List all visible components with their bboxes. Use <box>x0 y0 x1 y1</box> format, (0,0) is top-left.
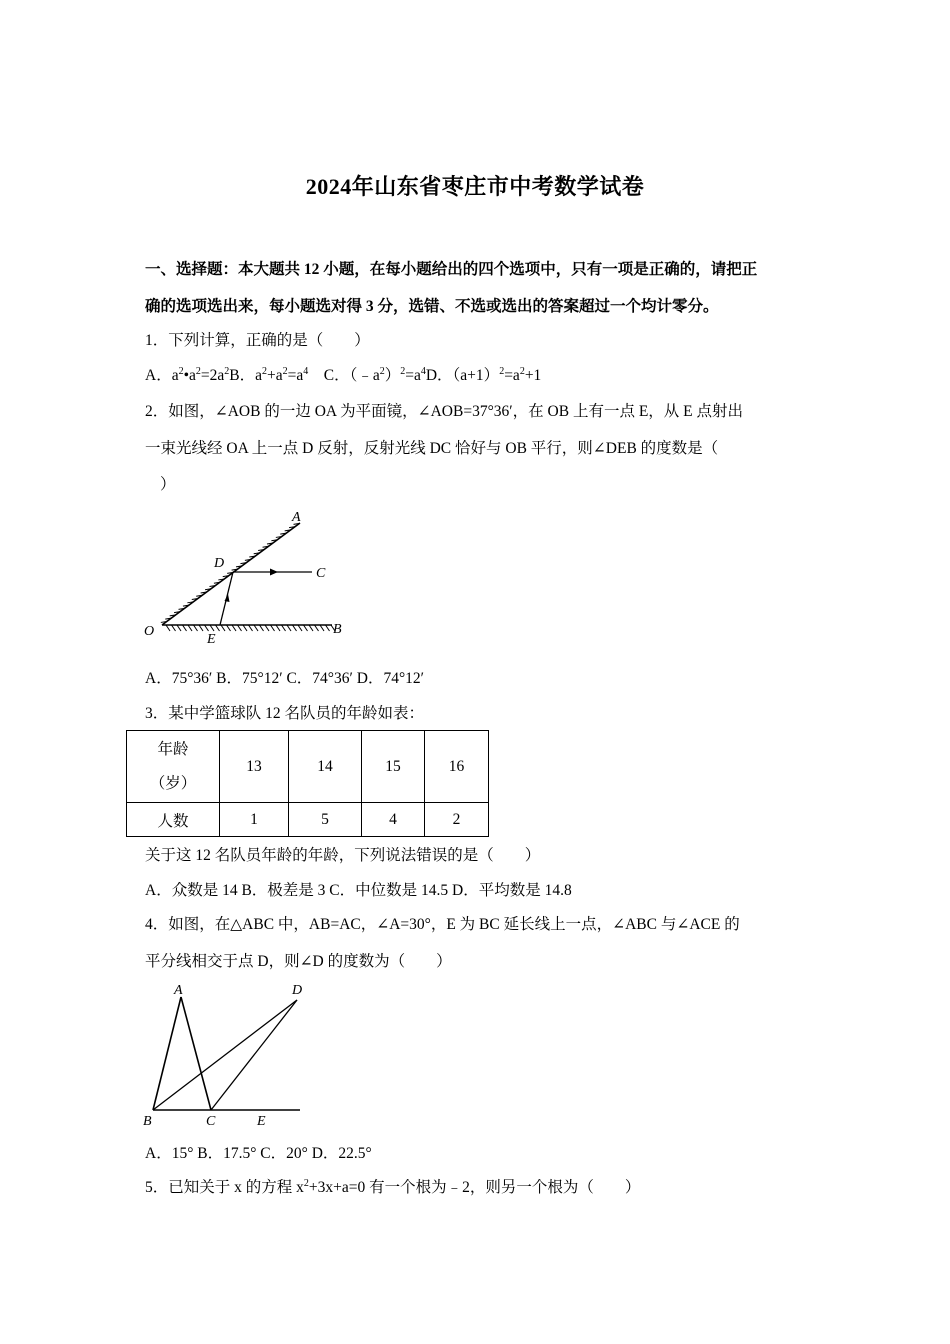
hatch-mark <box>282 625 286 631</box>
q3-options: A．众数是 14 B．极差是 3 C．中位数是 14.5 D．平均数是 14.8 <box>145 882 572 899</box>
q4-options: A．15° B．17.5° C．20° D．22.5° <box>145 1145 372 1162</box>
hatch-mark <box>315 625 319 631</box>
hatch-mark <box>309 625 313 631</box>
segment-ab <box>153 997 181 1110</box>
q3-stem: 3．某中学篮球队 12 名队员的年龄如表： <box>145 705 425 722</box>
hatch-mark <box>172 625 176 631</box>
q4-stem-line1: 4．如图，在△ABC 中，AB=AC，∠A=30°，E 为 BC 延长线上一点，∠ABC 与∠ACE 的 <box>145 916 740 933</box>
hatch-mark <box>210 625 214 631</box>
q2-mirror-figure <box>140 505 350 650</box>
table-cell: 4 <box>362 803 425 837</box>
hatch-mark <box>287 625 291 631</box>
hatch-mark <box>243 625 247 631</box>
hatch-mark <box>199 625 203 631</box>
hatch-mark <box>177 625 181 631</box>
segment-cd <box>211 1000 297 1110</box>
hatch-mark <box>205 625 209 631</box>
hatch-mark <box>326 625 330 631</box>
hatch-mark <box>216 625 220 631</box>
table-row-label-count: 人数 <box>127 803 220 837</box>
hatch-mark <box>298 625 302 631</box>
mirror-line-oa <box>162 523 300 625</box>
section-instructions-line1: 一、选择题：本大题共 12 小题，在每小题给出的四个选项中，只有一项是正确的，请把正 <box>145 261 758 278</box>
table-cell: 5 <box>289 803 362 837</box>
q2-stem-line3: ） <box>160 476 176 493</box>
label-c: C <box>206 1114 216 1129</box>
label-e: E <box>207 632 216 647</box>
age-table <box>126 730 489 837</box>
q4-triangle-figure <box>140 978 315 1130</box>
hatch-mark <box>260 625 264 631</box>
label-o: O <box>144 624 155 639</box>
q2-stem-line2: 一束光线经 OA 上一点 D 反射，反射光线 DC 恰好与 OB 平行，则∠DEB 的度数是（ <box>145 440 719 457</box>
table-cell: 16 <box>425 731 489 803</box>
segment-ac <box>181 997 211 1110</box>
q2-options: A．75°36′ B．75°12′ C．74°36′ D．74°12′ <box>145 670 425 687</box>
hatch-mark <box>249 625 253 631</box>
label-a: A <box>292 510 301 525</box>
section-instructions-line2: 确的选项选出来，每小题选对得 3 分，选错、不选或选出的答案超过一个均计零分。 <box>145 298 719 315</box>
page-title: 2024年山东省枣庄市中考数学试卷 <box>305 174 645 199</box>
hatch-mark <box>271 625 275 631</box>
hatch-mark <box>227 625 231 631</box>
hatch-mark <box>304 625 308 631</box>
hatch-mark <box>232 625 236 631</box>
label-a: A <box>174 983 183 998</box>
hatch-mark <box>293 625 297 631</box>
hatch-mark <box>238 625 242 631</box>
label-d: D <box>292 983 303 998</box>
hatch-mark <box>166 625 170 631</box>
q1-options: A．$a^2•a^2=2a^2B$．$a^2+a^2=a^4$ C．$(﹣a^2)^2=a^4D$．$(a+1)^2=a^2+1$ <box>145 366 542 384</box>
hatch-mark <box>183 625 187 631</box>
table-cell: 1 <box>220 803 289 837</box>
table-header-age: 年龄 （岁） <box>127 731 220 803</box>
q5-stem: 5．已知关于 x 的方程 $x^2+3x+a=0$ 有一个根为﹣2，则另一个根为（ ） <box>145 1178 641 1196</box>
label-b: B <box>333 622 342 637</box>
hatch-mark <box>276 625 280 631</box>
label-c: C <box>316 566 326 581</box>
hatch-mark <box>221 625 225 631</box>
hatch-mark <box>320 625 324 631</box>
label-d: D <box>214 556 225 571</box>
table-cell: 14 <box>289 731 362 803</box>
table-cell: 15 <box>362 731 425 803</box>
q3-question: 关于这 12 名队员年龄的年龄，下列说法错误的是（ ） <box>145 847 541 864</box>
reflected-arrow <box>270 569 278 576</box>
hatch-mark <box>194 625 198 631</box>
label-e: E <box>257 1114 266 1129</box>
label-b: B <box>143 1114 152 1129</box>
table-cell: 2 <box>425 803 489 837</box>
hatch-mark <box>188 625 192 631</box>
table-cell: 13 <box>220 731 289 803</box>
segment-bd <box>153 1000 297 1110</box>
q2-stem-line1: 2．如图，∠AOB 的一边 OA 为平面镜，∠AOB=37°36′，在 OB 上有一点 E，从 E 点射出 <box>145 403 744 420</box>
hatch-mark <box>254 625 258 631</box>
q1-stem: 1．下列计算，正确的是（ ） <box>145 332 370 349</box>
q4-stem-line2: 平分线相交于点 D，则∠D 的度数为（ ） <box>145 953 452 970</box>
hatch-mark <box>265 625 269 631</box>
